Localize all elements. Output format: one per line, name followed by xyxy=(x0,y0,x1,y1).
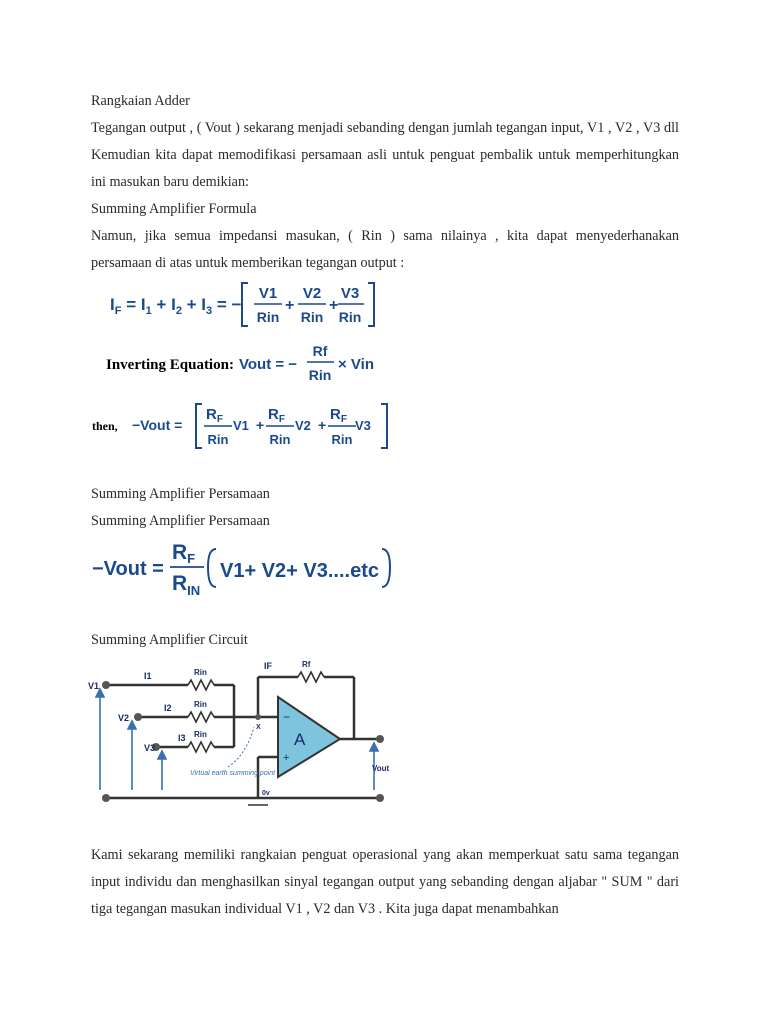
persamaan-title-2: Summing Amplifier Persamaan xyxy=(91,513,270,529)
svg-text:RIN: $R_{IN}$ xyxy=(172,572,201,598)
svg-text:Virtual earth summing point: Virtual earth summing point xyxy=(190,770,276,777)
svg-text:I1: I1 xyxy=(144,671,152,681)
svg-text:Rin: Rin xyxy=(300,309,324,325)
svg-text:Rin: Rin xyxy=(207,432,229,447)
formula-title: Summing Amplifier Formula xyxy=(91,201,257,217)
equation-summing xyxy=(92,537,397,599)
svg-text:V3: V3 xyxy=(340,285,360,302)
opamp-symbol xyxy=(278,697,340,777)
svg-text:+: + xyxy=(329,297,339,314)
svg-text:Rin: Rin xyxy=(331,432,353,447)
svg-text:Rin: Rin xyxy=(308,367,332,383)
svg-text:V1: V1 xyxy=(88,681,100,691)
svg-text:then,: then, xyxy=(92,419,118,433)
svg-text:V3: V3 xyxy=(355,418,371,433)
eq1-term-2 xyxy=(298,285,326,325)
eq3-term-2 xyxy=(266,406,311,447)
svg-text:A: A xyxy=(294,730,306,749)
svg-text:Vout = −: Vout = − xyxy=(239,356,298,373)
svg-text:× Vin: × Vin xyxy=(338,356,374,373)
svg-text:V1: V1 xyxy=(233,418,249,433)
svg-text:X: X xyxy=(256,724,261,731)
svg-text:Rin: Rin xyxy=(194,730,207,739)
eq3-term-3 xyxy=(328,406,371,447)
eq3-term-1 xyxy=(204,406,249,447)
paragraph-1: Tegangan output , ( Vout ) sekarang menjadi sebanding dengan jumlah tegangan input, V1 , V2 , V3 dll Kemudian kita dapat memodifikasi persamaan asli untuk penguat pembalik untuk memperhitungkan ini masukan baru demikian: xyxy=(91,120,679,190)
svg-text:V2: V2 xyxy=(302,285,322,302)
svg-text:Vout: Vout xyxy=(372,764,390,773)
svg-text:IF = I1 + I2 + I3 = −: $I_F = I_1 + I_2 + I_3$ = − xyxy=(110,295,242,317)
svg-text:Inverting Equation:: Inverting Equation: xyxy=(106,357,234,373)
svg-text:Rin: Rin xyxy=(338,309,362,325)
svg-text:Rin: Rin xyxy=(194,700,207,709)
svg-text:+: + xyxy=(318,417,327,433)
circuit-title: Summing Amplifier Circuit xyxy=(91,632,248,648)
svg-text:I2: I2 xyxy=(164,703,172,713)
svg-text:RF: $R_F$ xyxy=(206,406,223,425)
svg-text:V2: V2 xyxy=(295,418,311,433)
summing-amplifier-circuit xyxy=(88,655,393,810)
svg-text:RF: $R_F$ xyxy=(330,406,347,425)
svg-text:+: + xyxy=(256,417,265,433)
equation-current-sum xyxy=(108,280,378,330)
eq1-term-3 xyxy=(338,285,364,325)
paragraph-2: Namun, jika semua impedansi masukan, ( Rin ) sama nilainya , kita dapat menyederhanakan persamaan di atas untuk memberikan tegangan output : xyxy=(91,228,679,271)
svg-text:0v: 0v xyxy=(262,790,270,797)
svg-text:V1+ V2+ V3....etc: V1+ V2+ V3....etc xyxy=(220,560,379,582)
svg-text:RF: RF xyxy=(172,541,196,566)
svg-text:Rf: Rf xyxy=(302,660,311,669)
heading: Rangkaian Adder xyxy=(91,93,190,109)
svg-text:V2: V2 xyxy=(118,713,130,723)
svg-text:RF: $R_F$ xyxy=(268,406,285,425)
svg-text:Rin: Rin xyxy=(256,309,280,325)
equation-inverting xyxy=(104,342,394,388)
svg-text:V3: V3 xyxy=(144,743,156,753)
svg-text:Rin: Rin xyxy=(269,432,291,447)
equation-then xyxy=(92,400,397,452)
svg-text:−Vout =: −Vout = xyxy=(132,417,183,433)
svg-text:−Vout =: −Vout = xyxy=(92,558,164,580)
svg-text:−: − xyxy=(283,710,291,724)
eq1-term-1 xyxy=(254,285,282,325)
paragraph-3: Kami sekarang memiliki rangkaian penguat operasional yang akan memperkuat satu sama tegangan input individu dan menghasilkan sinyal tegangan output yang sebanding dengan aljabar " SUM " dari tiga tegangan masukan individual V1 , V2 dan V3 . Kita juga dapat menambahkan xyxy=(91,847,679,917)
svg-text:+: + xyxy=(283,752,290,764)
svg-text:Rf: Rf xyxy=(312,343,328,359)
svg-text:I3: I3 xyxy=(178,733,186,743)
svg-text:V1: V1 xyxy=(258,285,278,302)
svg-text:+: + xyxy=(285,297,295,314)
svg-text:IF: IF xyxy=(264,661,272,671)
persamaan-title-1: Summing Amplifier Persamaan xyxy=(91,486,270,502)
svg-text:Rin: Rin xyxy=(194,668,207,677)
